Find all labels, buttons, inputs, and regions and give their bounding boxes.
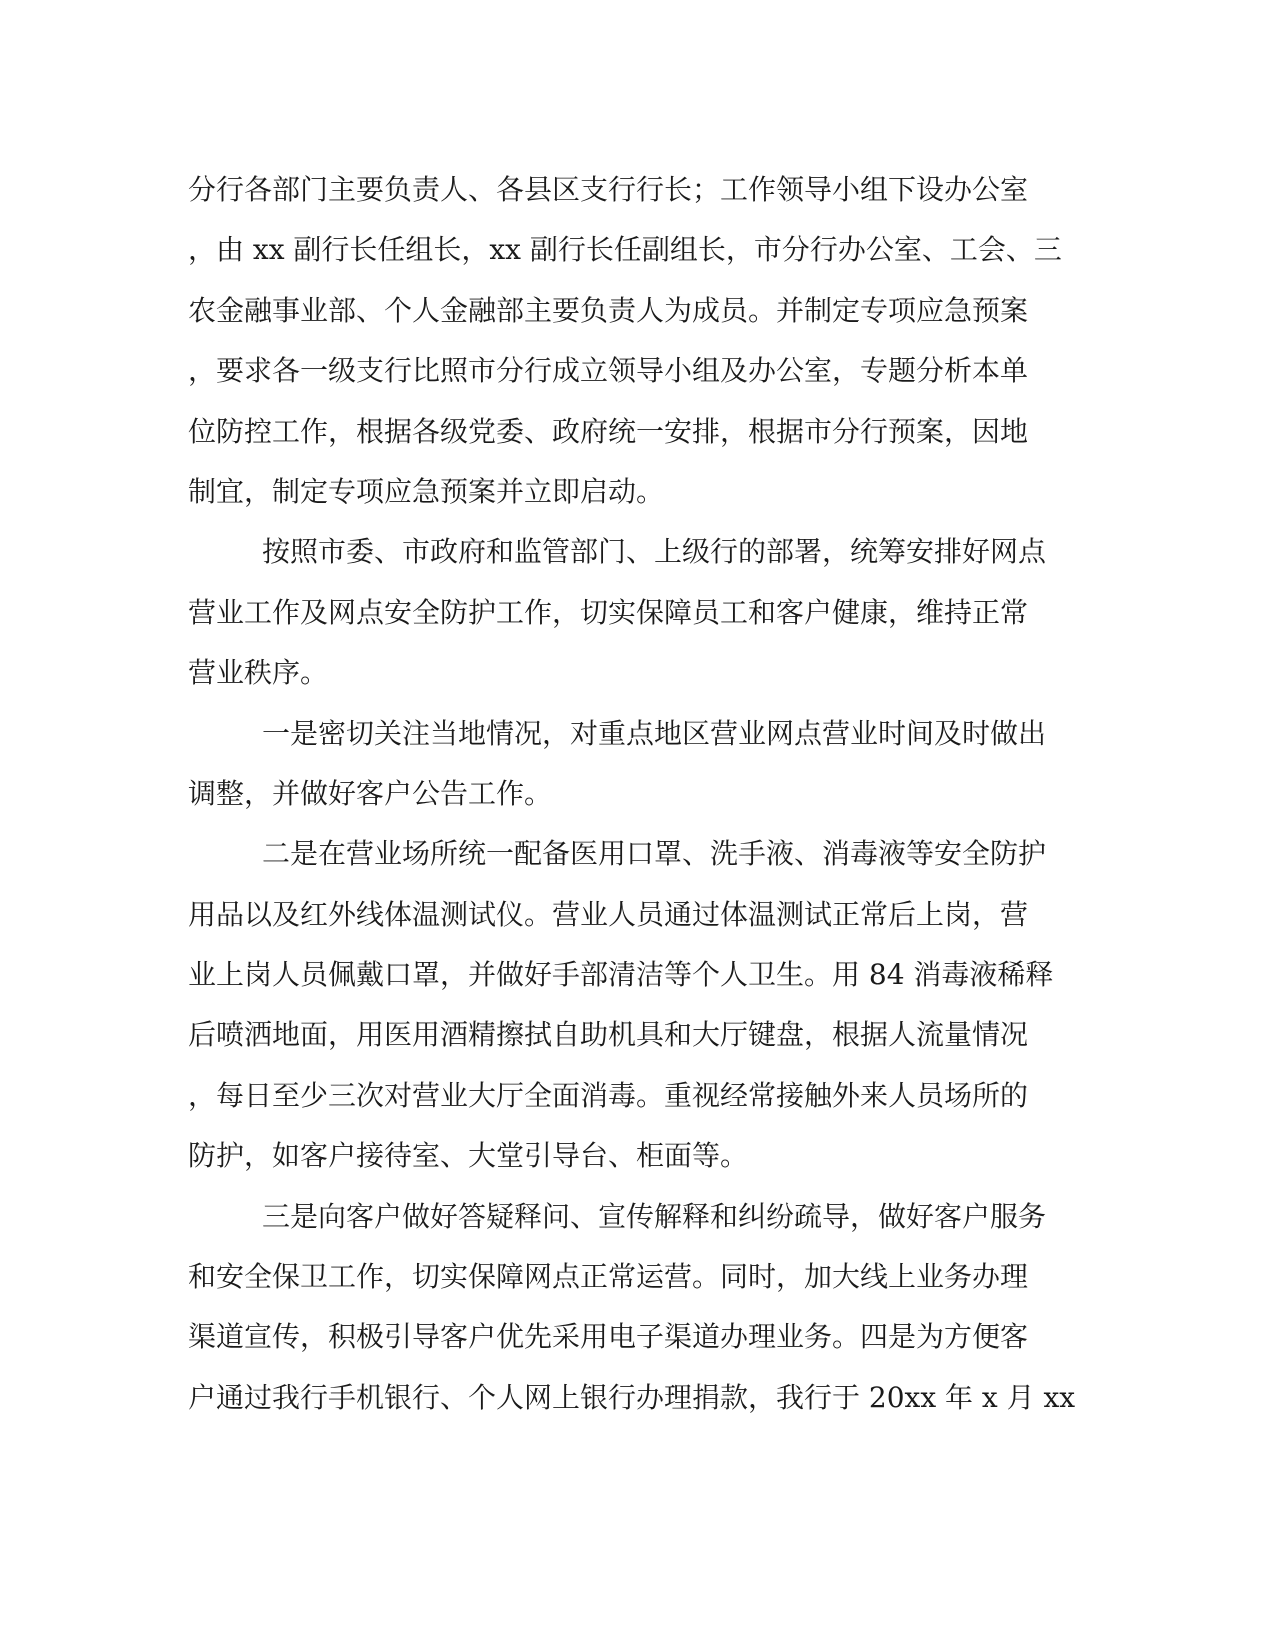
text-line: 后喷洒地面，用医用酒精擦拭自助机具和大厅键盘，根据人流量情况 xyxy=(188,1018,1029,1052)
body-text xyxy=(188,160,1088,1428)
text-line: 户通过我行手机银行、个人网上银行办理捐款，我行于 20xx 年 x 月 xx xyxy=(188,1380,1076,1414)
text-line: ，每日至少三次对营业大厅全面消毒。重视经常接触外来人员场所的 xyxy=(188,1078,1029,1112)
text-line: 防护，如客户接待室、大堂引导台、柜面等。 xyxy=(188,1139,749,1173)
paragraph-start-line: 按照市委、市政府和监管部门、上级行的部署，统筹安排好网点 xyxy=(262,535,1047,569)
text-line: 调整，并做好客户公告工作。 xyxy=(188,776,553,810)
text-line: ，要求各一级支行比照市分行成立领导小组及办公室，专题分析本单 xyxy=(188,354,1029,388)
paragraph-start-line: 三是向客户做好答疑释问、宣传解释和纠纷疏导，做好客户服务 xyxy=(262,1199,1047,1233)
text-line: 位防控工作，根据各级党委、政府统一安排，根据市分行预案，因地 xyxy=(188,414,1029,448)
paragraph-start-line: 一是密切关注当地情况，对重点地区营业网点营业时间及时做出 xyxy=(262,716,1047,750)
text-line: 农金融事业部、个人金融部主要负责人为成员。并制定专项应急预案 xyxy=(188,293,1029,327)
text-line: 营业工作及网点安全防护工作，切实保障员工和客户健康，维持正常 xyxy=(188,595,1029,629)
text-line: 和安全保卫工作，切实保障网点正常运营。同时，加大线上业务办理 xyxy=(188,1260,1029,1294)
paragraph-start-line: 二是在营业场所统一配备医用口罩、洗手液、消毒液等安全防护 xyxy=(262,837,1047,871)
text-line: 营业秩序。 xyxy=(188,656,329,690)
text-line: 制宜，制定专项应急预案并立即启动。 xyxy=(188,474,665,508)
text-line: 分行各部门主要负责人、各县区支行行长；工作领导小组下设办公室 xyxy=(188,173,1029,206)
text-line: 业上岗人员佩戴口罩，并做好手部清洁等个人卫生。用 84 消毒液稀释 xyxy=(188,958,1054,992)
text-line: 用品以及红外线体温测试仪。营业人员通过体温测试正常后上岗，营 xyxy=(188,897,1029,931)
text-line: ，由 xx 副行长任组长，xx 副行长任副组长，市分行办公室、工会、三 xyxy=(188,233,1062,267)
text-line: 渠道宣传，积极引导客户优先采用电子渠道办理业务。四是为方便客 xyxy=(188,1320,1029,1354)
